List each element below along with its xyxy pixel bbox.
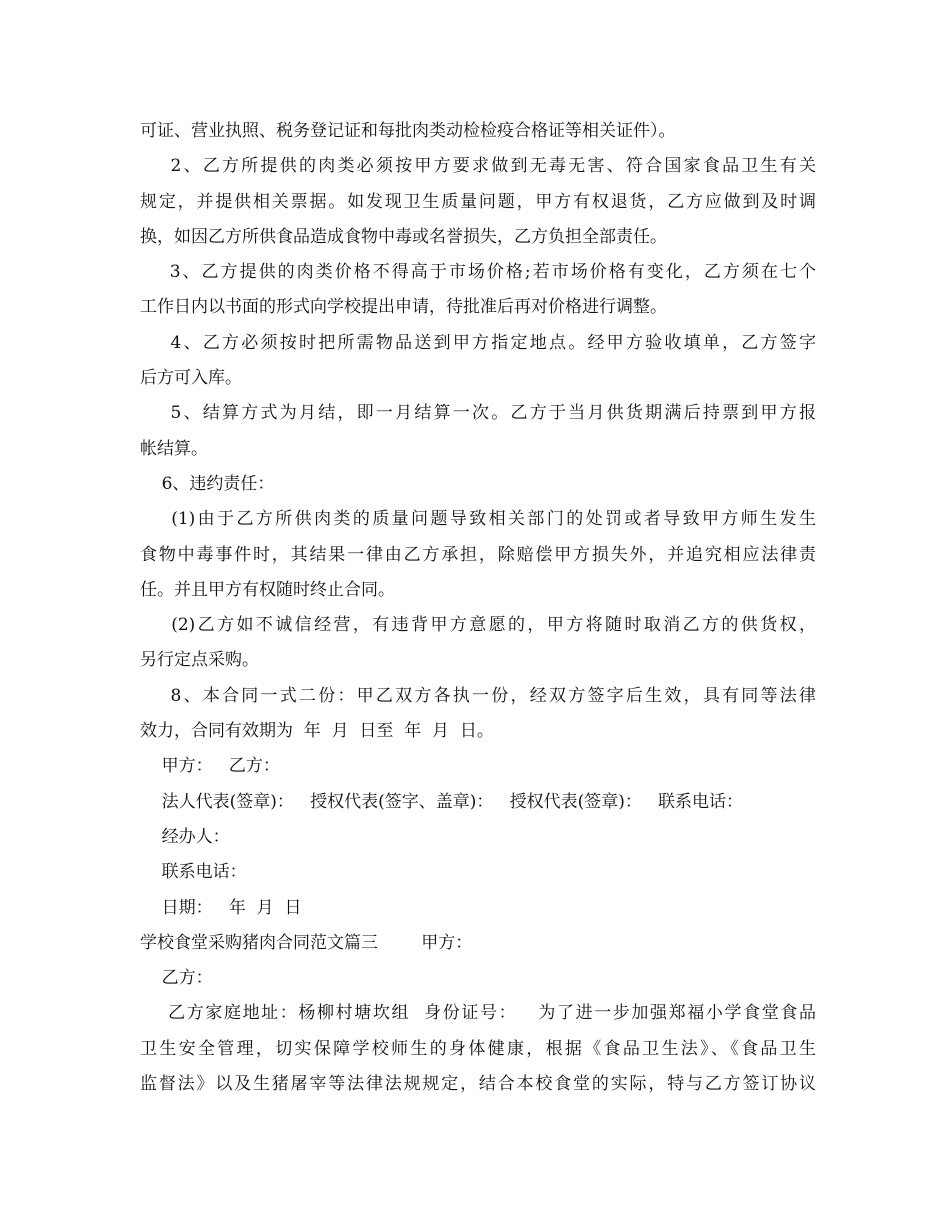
text-line-27: 卫生安全管理，切实保障学校师生的身体健康，根据《食品卫生法》、《食品卫生 — [140, 1038, 816, 1059]
text-line-11: 6、违约责任： — [140, 473, 275, 494]
text-line-25: 乙方： — [140, 968, 213, 989]
text-line-7: 4、乙方必须按时把所需物品送到甲方指定地点。经甲方验收填单，乙方签字 — [140, 332, 816, 353]
text-line-23: 日期： 年 月 日 — [140, 897, 302, 918]
text-line-1: 可证、营业执照、税务登记证和每批肉类动检检疫合格证等相关证件）。 — [140, 121, 676, 141]
text-line-13: 食物中毒事件时，其结果一律由乙方承担，除赔偿甲方损失外，并追究相应法律责 — [140, 544, 816, 565]
document-body — [140, 114, 816, 1102]
text-line-15: (2)乙方如不诚信经营，有违背甲方意愿的，甲方将随时取消乙方的供货权， — [140, 615, 816, 636]
text-line-16: 另行定点采购。 — [140, 650, 259, 671]
text-line-6: 工作日内以书面的形式向学校提出申请，待批准后再对价格进行调整。 — [140, 297, 667, 318]
text-line-21: 经办人： — [140, 826, 230, 847]
text-line-26: 乙方家庭地址：杨柳村塘坎组 身份证号： 为了进一步加强郑福小学食堂食品 — [140, 1003, 816, 1024]
text-line-2: 2、乙方所提供的肉类必须按甲方要求做到无毒无害、符合国家食品卫生有关 — [140, 156, 816, 177]
text-line-10: 帐结算。 — [140, 438, 208, 459]
text-line-24: 学校食堂采购猪肉合同范文篇三 甲方： — [140, 932, 473, 953]
text-line-5: 3、乙方提供的肉类价格不得高于市场价格;若市场价格有变化，乙方须在七个 — [140, 262, 816, 283]
text-line-8: 后方可入库。 — [140, 368, 242, 389]
text-line-22: 联系电话： — [140, 862, 247, 883]
text-line-14: 任。并且甲方有权随时终止合同。 — [140, 579, 395, 600]
text-line-19: 甲方： 乙方： — [140, 756, 280, 777]
text-line-12: (1)由于乙方所供肉类的质量问题导致相关部门的处罚或者导致甲方师生发生 — [140, 509, 816, 530]
text-line-20: 法人代表(签章)： 授权代表(签字、盖章)： 授权代表(签章)： 联系电话： — [140, 791, 744, 812]
text-line-18: 效力，合同有效期为 年 月 日至 年 月 日。 — [140, 721, 494, 742]
text-line-17: 8、本合同一式二份：甲乙双方各执一份，经双方签字后生效，具有同等法律 — [140, 685, 816, 706]
text-line-4: 换，如因乙方所供食品造成食物中毒或名誉损失，乙方负担全部责任。 — [140, 226, 667, 247]
text-line-3: 规定，并提供相关票据。如发现卫生质量问题，甲方有权退货，乙方应做到及时调 — [140, 191, 816, 212]
text-line-28: 监督法》以及生猪屠宰等法律法规规定，结合本校食堂的实际，特与乙方签订协议 — [140, 1074, 816, 1095]
text-line-9: 5、结算方式为月结，即一月结算一次。乙方于当月供货期满后持票到甲方报 — [140, 403, 816, 424]
